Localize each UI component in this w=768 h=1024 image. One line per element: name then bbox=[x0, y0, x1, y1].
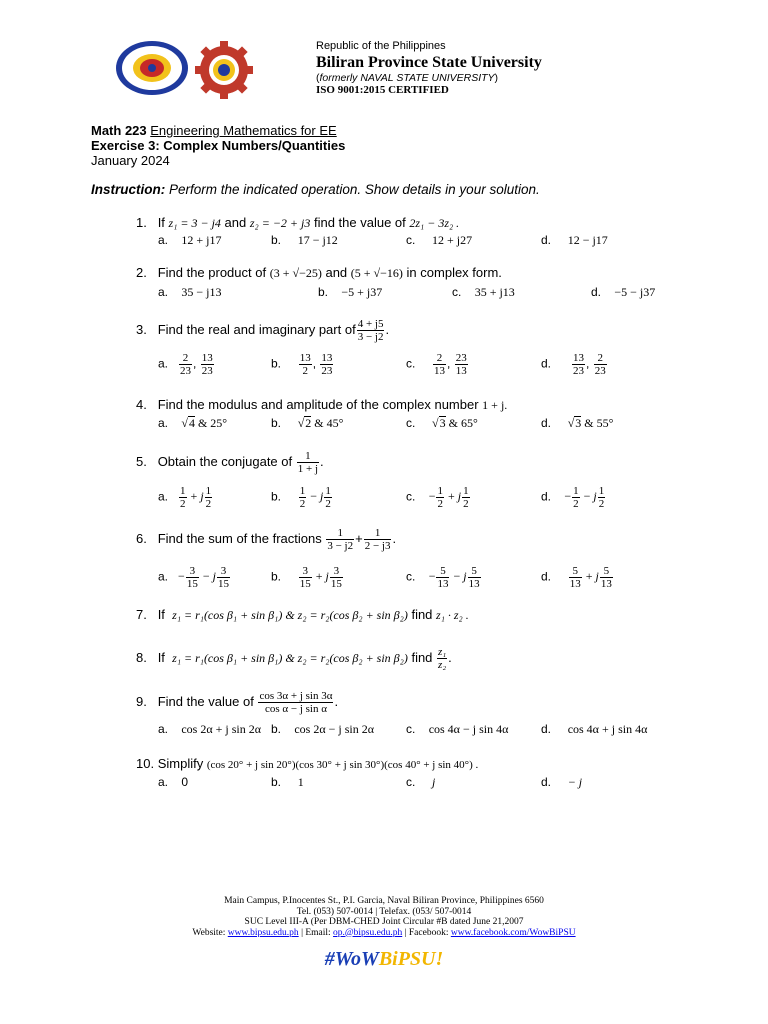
q10-option-a: a. 0 bbox=[158, 775, 189, 789]
q3-option-c: c. $\frac{2}{13}$ , $\frac{23}{13}$ bbox=[406, 352, 467, 377]
instruction: Instruction: Perform the indicated operation. Show details in your solution. bbox=[91, 182, 540, 197]
q4-option-c: c. √3 & 65° bbox=[406, 416, 478, 430]
course-line: Math 223 Engineering Mathematics for EE bbox=[91, 123, 337, 138]
republic-label: Republic of the Philippines bbox=[316, 40, 446, 52]
q2-option-d: d. −5 − j37 bbox=[591, 285, 656, 299]
q3-option-d: d. $\frac{13}{23}$ , $\frac{2}{23}$ bbox=[541, 352, 606, 377]
question-1: 1. If z₁ = 3 − j4 and z₂ = −2 + j3 find the value of 2z₁ − 3z₂ . bbox=[136, 215, 460, 230]
question-8: 8. If z₁ = r₁(cos β₁ + sin β₁) & z₂ = r₂(cos β₂ + sin β₂) find $\frac{\text{z₁}}{\text{z₂}}$ . bbox=[136, 646, 452, 671]
q3-option-a: a. $\frac{2}{23}$ , $\frac{13}{23}$ bbox=[158, 352, 213, 377]
hashtag-wow: #WoW bbox=[324, 948, 379, 970]
q2-option-c: c. 35 + j13 bbox=[452, 285, 515, 299]
q6-option-d: d. $\frac{5}{13}$ + j $\frac{5}{13}$ bbox=[541, 565, 612, 590]
question-10: 10. Simplify (cos 20° + j sin 20°)(cos 30° + j sin 30°)(cos 40° + j sin 40°) . bbox=[136, 756, 479, 771]
q4-option-b: b. √2 & 45° bbox=[271, 416, 344, 430]
q5-option-c: c. − $\frac{1}{2}$ + j $\frac{1}{2}$ bbox=[406, 485, 469, 510]
footer-address: Main Campus, P.Inocentes St., P.I. Garcia, Naval Biliran Province, Philippines 6560 bbox=[224, 896, 544, 906]
q2-option-a: a. 35 − j13 bbox=[158, 285, 222, 299]
q9-option-d: d. cos 4α + j sin 4α bbox=[541, 722, 648, 736]
q4-option-a: a. √4 & 25° bbox=[158, 416, 228, 430]
question-3: 3. Find the real and imaginary part of $\frac{4 + j5}{3 - j2}$ . bbox=[136, 318, 390, 343]
q5-option-a: a. $\frac{1}{2}$ + j $\frac{1}{2}$ bbox=[158, 485, 212, 510]
q1-option-a: a. 12 + j17 bbox=[158, 233, 222, 247]
q10-option-c: c. j bbox=[406, 775, 436, 789]
q2-option-b: b. −5 + j37 bbox=[318, 285, 383, 299]
hashtag bbox=[0, 948, 768, 971]
question-4: 4. Find the modulus and amplitude of the complex number 1 + j. bbox=[136, 397, 508, 412]
hashtag-bipsu: BiPSU! bbox=[378, 948, 444, 970]
formerly-line: (formerly NAVAL STATE UNIVERSITY) bbox=[316, 72, 499, 84]
question-7: 7. If z₁ = r₁(cos β₁ + sin β₁) & z₂ = r₂(cos β₂ + sin β₂) find z₁ · z₂ . bbox=[136, 607, 469, 622]
q9-option-c: c. cos 4α − j sin 4α bbox=[406, 722, 509, 736]
q6-option-a: a. − $\frac{3}{15}$ − j $\frac{3}{15}$ bbox=[158, 565, 229, 590]
engineering-gear-logo bbox=[194, 40, 254, 100]
q9-option-a: a. cos 2α + j sin 2α bbox=[158, 722, 262, 736]
question-9: 9. Find the value of $\frac{\text{cos 3α + j sin 3α}}{\text{cos α − j sin α}}$ . bbox=[136, 690, 339, 715]
facebook-link[interactable]: www.facebook.com/WowBiPSU bbox=[450, 927, 576, 938]
question-5: 5. Obtain the conjugate of $\frac{1}{1 + j}$ . bbox=[136, 450, 324, 475]
q6-option-b: b. $\frac{3}{15}$ + j $\frac{3}{15}$ bbox=[271, 565, 342, 590]
q1-option-d: d. 12 − j17 bbox=[541, 233, 608, 247]
q10-option-b: b. 1 bbox=[271, 775, 304, 789]
email-link[interactable]: op.@bipsu.edu.ph bbox=[333, 927, 403, 938]
question-6: 6. Find the sum of the fractions $\frac{1}{3 - j2}$ + $\frac{1}{2 - j3}$ . bbox=[136, 527, 397, 552]
q9-option-b: b. cos 2α − j sin 2α bbox=[271, 722, 375, 736]
university-name: Biliran Province State University bbox=[316, 54, 542, 71]
question-2: 2. Find the product of (3 + √−25) and (5 + √−16) in complex form. bbox=[136, 265, 502, 280]
q5-option-b: b. $\frac{1}{2}$ − j $\frac{1}{2}$ bbox=[271, 485, 331, 510]
footer-links: Website: www.bipsu.edu.ph | Email: op.@bipsu.edu.ph | Facebook: www.facebook.com/WowBiPSU bbox=[192, 927, 576, 938]
website-link[interactable]: www.bipsu.edu.ph bbox=[227, 927, 299, 938]
university-seal-logo bbox=[115, 40, 189, 96]
q1-option-b: b. 17 − j12 bbox=[271, 233, 338, 247]
q5-option-d: d. − $\frac{1}{2}$ − j $\frac{1}{2}$ bbox=[541, 485, 605, 510]
q6-option-c: c. − $\frac{5}{13}$ − j $\frac{5}{13}$ bbox=[406, 565, 480, 590]
q4-option-d: d. √3 & 55° bbox=[541, 416, 614, 430]
q10-option-d: d. − j bbox=[541, 775, 583, 789]
iso-certified: ISO 9001:2015 CERTIFIED bbox=[316, 84, 449, 96]
footer-phone: Tel. (053) 507-0014 | Telefax. (053/ 507-0014 bbox=[296, 906, 472, 917]
footer bbox=[84, 896, 684, 938]
exercise-title: Exercise 3: Complex Numbers/Quantities bbox=[91, 138, 346, 153]
footer-suc-level: SUC Level III-A (Per DBM-CHED Joint Circular #B dated June 21,2007 bbox=[244, 917, 524, 927]
date: January 2024 bbox=[91, 153, 170, 168]
q1-option-c: c. 12 + j27 bbox=[406, 233, 473, 247]
q3-option-b: b. $\frac{13}{2}$ , $\frac{13}{23}$ bbox=[271, 352, 333, 377]
